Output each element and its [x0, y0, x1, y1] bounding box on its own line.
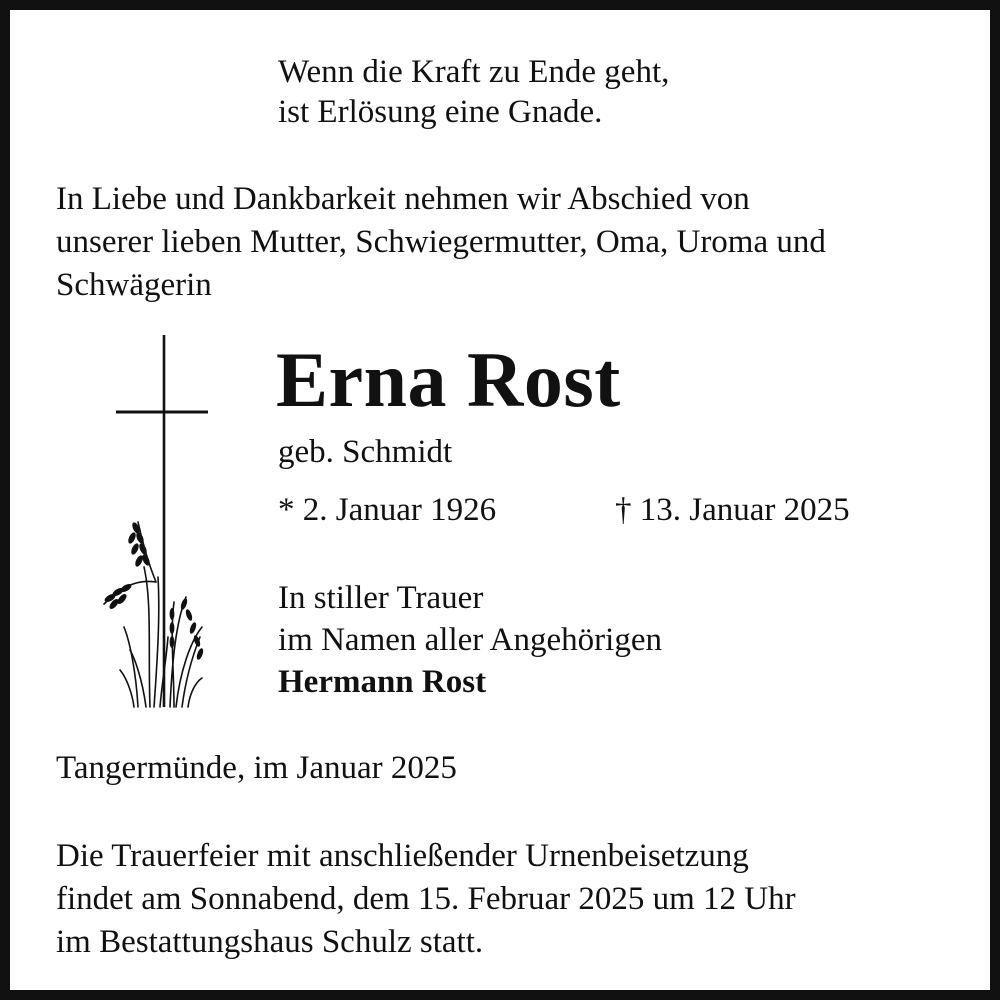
- birth-name: geb. Schmidt: [278, 434, 453, 470]
- motto-line-1: Wenn die Kraft zu Ende geht,: [278, 54, 670, 90]
- place-date: Tangermünde, im Januar 2025: [56, 750, 457, 786]
- death-date: † 13. Januar 2025: [615, 492, 850, 528]
- intro-line-3: Schwägerin: [56, 267, 212, 303]
- ceremony-line-3: im Bestattungshaus Schulz statt.: [56, 924, 484, 960]
- cross-with-wheat-icon: [90, 332, 230, 712]
- birth-date: * 2. Januar 1926: [278, 492, 497, 528]
- intro-line-1: In Liebe und Dankbarkeit nehmen wir Abschied von: [56, 181, 750, 217]
- mourning-line-2: im Namen aller Angehörigen: [278, 622, 662, 658]
- mourning-line-1: In stiller Trauer: [278, 580, 484, 616]
- ceremony-line-1: Die Trauerfeier mit anschließender Urnenbeisetzung: [56, 838, 749, 874]
- intro-line-2: unserer lieben Mutter, Schwiegermutter, Oma, Uroma und: [56, 224, 826, 260]
- signer-name: Hermann Rost: [278, 664, 487, 700]
- ceremony-line-2: findet am Sonnabend, dem 15. Februar 2025 um 12 Uhr: [56, 881, 796, 917]
- deceased-name: Erna Rost: [276, 336, 621, 423]
- motto-line-2: ist Erlösung eine Gnade.: [278, 94, 603, 130]
